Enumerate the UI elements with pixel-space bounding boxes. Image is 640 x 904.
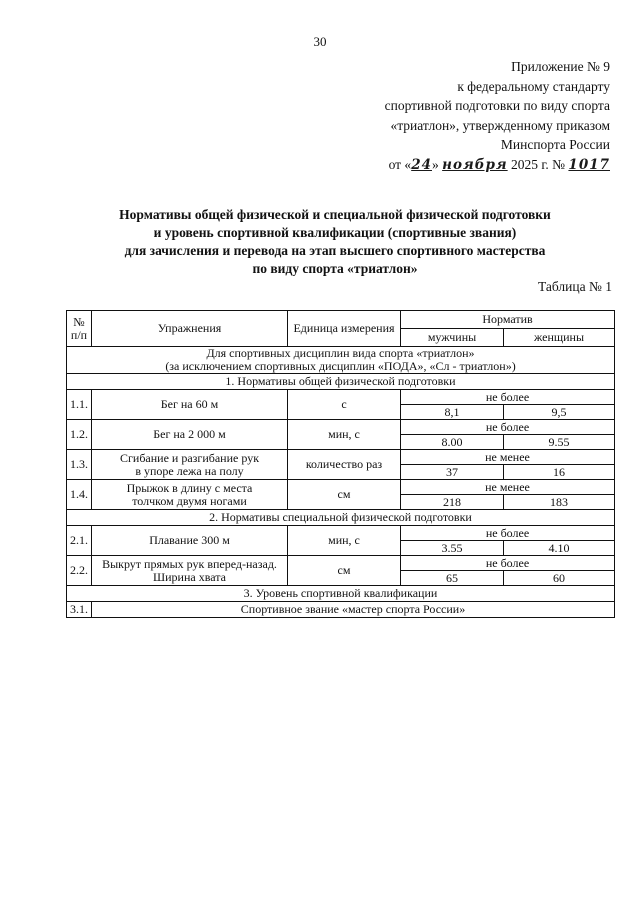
disciplines-line-1: Для спортивных дисциплин вида спорта «триатлон»	[206, 346, 475, 360]
row-3-exercise-line-2: в упоре лежа на полу	[135, 463, 244, 478]
norms-table	[66, 310, 615, 618]
row-4-condition: не менее	[401, 480, 615, 495]
row-5-unit: мин, с	[288, 526, 401, 556]
row-5-men: 3.55	[401, 541, 504, 556]
row-1-num: 1.1.	[67, 390, 92, 420]
row-6-unit: см	[288, 556, 401, 586]
row-3-condition: не менее	[401, 450, 615, 465]
row-3-men: 37	[401, 465, 504, 480]
row-6-exercise-line-2: Ширина хвата	[153, 569, 226, 584]
row-1-unit: с	[288, 390, 401, 420]
row-5-condition: не более	[401, 526, 615, 541]
disciplines-line-2: (за исключением спортивных дисциплин «ПОДА», «Сл - триатлон»)	[165, 359, 516, 373]
table-label: Таблица № 1	[538, 279, 612, 294]
appendix-line-1: Приложение № 9	[511, 59, 610, 74]
row-6-exercise-line-1: Выкрут прямых рук вперед-назад.	[102, 556, 277, 571]
row-5-exercise	[92, 526, 288, 556]
row-2-exercise	[92, 420, 288, 450]
header-unit: Единица измерения	[288, 311, 401, 347]
header-norm: Норматив	[401, 311, 615, 329]
row-3-exercise	[92, 450, 288, 480]
row-6-women: 60	[504, 571, 615, 586]
appendix-line-3: спортивной подготовки по виду спорта	[384, 98, 610, 113]
handwritten-month: ноября	[442, 156, 508, 173]
row-4-men: 218	[401, 495, 504, 510]
appendix-block	[320, 57, 610, 175]
title-line-4: по виду спорта «триатлон»	[252, 261, 418, 276]
row-1-women: 9,5	[504, 405, 615, 420]
row-2-condition: не более	[401, 420, 615, 435]
row-6-men: 65	[401, 571, 504, 586]
row-5-num: 2.1.	[67, 526, 92, 556]
handwritten-order-number: 1017	[568, 156, 610, 173]
title-line-1: Нормативы общей физической и специальной физической подготовки	[119, 207, 551, 222]
title-line-2: и уровень спортивной квалификации (спортивные звания)	[153, 225, 517, 240]
row-5-women: 4.10	[504, 541, 615, 556]
row-2-exercise-line-1: Бег на 2 000 м	[153, 427, 226, 441]
qual-num: 3.1.	[67, 602, 92, 618]
row-4-exercise-line-2: толчком двумя ногами	[132, 493, 247, 508]
appendix-line-5: Минспорта России	[500, 137, 610, 152]
order-date-line	[320, 155, 610, 176]
disciplines-row	[67, 347, 615, 374]
row-6-condition: не более	[401, 556, 615, 571]
row-3-women: 16	[504, 465, 615, 480]
row-1-condition: не более	[401, 390, 615, 405]
row-6-num: 2.2.	[67, 556, 92, 586]
date-year: 2025 г. №	[511, 156, 566, 172]
appendix-line-2: к федеральному стандарту	[457, 78, 610, 94]
row-4-women: 183	[504, 495, 615, 510]
page-number: 30	[313, 34, 327, 49]
row-3-unit: количество раз	[288, 450, 401, 480]
section-2-header: 2. Нормативы специальной физической подготовки	[67, 510, 615, 526]
row-2-women: 9.55	[504, 435, 615, 450]
row-1-men: 8,1	[401, 405, 504, 420]
row-3-exercise-line-1: Сгибание и разгибание рук	[119, 450, 260, 465]
row-2-num: 1.2.	[67, 420, 92, 450]
header-exercise: Упражнения	[92, 311, 288, 347]
row-1-exercise-line-1: Бег на 60 м	[160, 397, 219, 411]
header-men: мужчины	[401, 329, 504, 347]
date-mid: »	[431, 156, 439, 172]
appendix-line-4: «триатлон», утвержденному приказом	[390, 117, 610, 133]
title-line-3: для зачисления и перевода на этап высшего спортивного мастерства	[124, 243, 546, 258]
date-prefix: от «	[388, 156, 412, 172]
document-title	[60, 206, 610, 278]
section-1-header: 1. Нормативы общей физической подготовки	[67, 374, 615, 390]
header-num: № п/п	[67, 311, 92, 347]
row-4-exercise-line-1: Прыжок в длину с места	[126, 480, 253, 495]
header-women: женщины	[504, 329, 615, 347]
handwritten-day: 24	[411, 156, 432, 173]
qual-text: Спортивное звание «мастер спорта России»	[92, 602, 615, 618]
section-3-header: 3. Уровень спортивной квалификации	[67, 586, 615, 602]
row-6-exercise	[92, 556, 288, 586]
row-1-exercise	[92, 390, 288, 420]
row-3-num: 1.3.	[67, 450, 92, 480]
row-4-exercise	[92, 480, 288, 510]
row-5-exercise-line-1: Плавание 300 м	[149, 533, 230, 547]
row-2-unit: мин, с	[288, 420, 401, 450]
row-4-unit: см	[288, 480, 401, 510]
row-4-num: 1.4.	[67, 480, 92, 510]
row-2-men: 8.00	[401, 435, 504, 450]
